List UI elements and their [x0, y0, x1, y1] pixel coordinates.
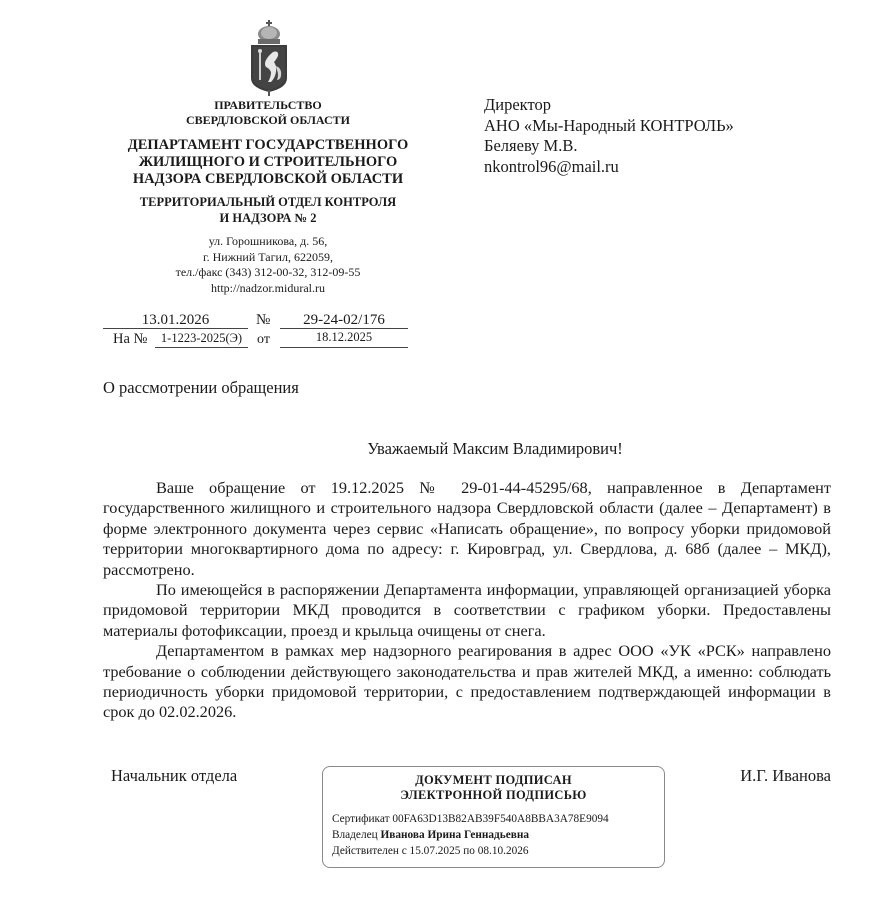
letter-subject: О рассмотрении обращения	[103, 378, 299, 397]
territorial-division-heading: ТЕРРИТОРИАЛЬНЫЙ ОТДЕЛ КОНТРОЛЯ И НАДЗОРА № 2	[139, 195, 397, 225]
body-paragraph: Ваше обращение от 19.12.2025 № 29-01-44-45295/68, направленное в Департамент государственного жилищного и строительного надзора Свердловской области (далее – Департамент) в форме электронного документа через сервис «Написать обращение», по вопросу уборки придомовой территории многоквартирного дома по адресу: г. Кировград, ул. Свердлова, д. 68б (далее – МКД), рассмотрено.	[103, 478, 831, 579]
department-website-link[interactable]: http://nadzor.midural.ru	[211, 280, 325, 295]
stamp-validity: Действителен с 15.07.2025 по 08.10.2026	[332, 845, 529, 857]
letter-body	[103, 478, 831, 723]
coat-of-arms-icon	[249, 20, 289, 96]
recipient-organization: АНО «Мы-Народный КОНТРОЛЬ»	[484, 115, 734, 135]
body-paragraph: Департаментом в рамках мер надзорного реагирования в адрес ООО «УК «РСК» направлено требование о соблюдении действующего законодательства и прав жителей МКД, а именно: соблюдать периодичность уборки придомовой территории, с предоставлением подтверждающей информации в срок до 02.02.2026.	[103, 641, 831, 722]
body-paragraph: По имеющейся в распоряжении Департамента информации, управляющей организацией уборка придомовой территории МКД проводится в соответствии с графиком уборки. Предоставлены материалы фотофиксации, проезд и крыльца очищены от снега.	[103, 580, 831, 640]
reference-date-underline	[280, 347, 408, 348]
recipient-email[interactable]: nkontrol96@mail.ru	[484, 156, 619, 176]
number-label: №	[256, 312, 271, 328]
date-underline	[103, 328, 248, 329]
reference-date: 18.12.2025	[315, 330, 373, 344]
stamp-title: ДОКУМЕНТ ПОДПИСАН ЭЛЕКТРОННОЙ ПОДПИСЬЮ	[400, 773, 587, 802]
department-address: ул. Горошникова, д. 56, г. Нижний Тагил, 622059, тел./факс (343) 312-00-32, 312-09-55 http://nadzor.midural.ru	[103, 234, 433, 296]
signer-position: Начальник отдела	[111, 766, 238, 785]
signer-name: И.Г. Иванова	[740, 766, 831, 785]
reference-label: На №	[113, 331, 148, 347]
certificate-serial: 00FA63D13B82AB39F540A8BBA3A78E9094	[392, 813, 609, 825]
stamp-certificate: Сертификат 00FA63D13B82AB39F540A8BBA3A78E9094	[332, 813, 609, 825]
department-heading: ДЕПАРТАМЕНТ ГОСУДАРСТВЕННОГО ЖИЛИЩНОГО И СТРОИТЕЛЬНОГО НАДЗОРА СВЕРДЛОВСКОЙ ОБЛАСТИ	[127, 137, 409, 187]
electronic-signature-stamp	[322, 766, 665, 868]
salutation: Уважаемый Максим Владимирович!	[367, 439, 623, 458]
outgoing-date: 13.01.2026	[141, 312, 210, 328]
recipient-name: Беляеву М.В.	[484, 136, 578, 155]
reference-number-underline	[155, 347, 248, 348]
reference-from-label: от	[257, 332, 270, 347]
outgoing-number: 29-24-02/176	[303, 312, 385, 328]
reference-number: 1-1223-2025(Э)	[160, 331, 243, 345]
recipient-position: Директор	[484, 95, 551, 114]
government-heading: ПРАВИТЕЛЬСТВО СВЕРДЛОВСКОЙ ОБЛАСТИ	[186, 98, 350, 127]
owner-name: Иванова Ирина Геннадьевна	[380, 829, 529, 841]
stamp-owner: Владелец Иванова Ирина Геннадьевна	[332, 829, 529, 841]
number-underline	[280, 328, 408, 329]
stamp-details	[332, 811, 609, 859]
recipient-block	[484, 95, 734, 177]
